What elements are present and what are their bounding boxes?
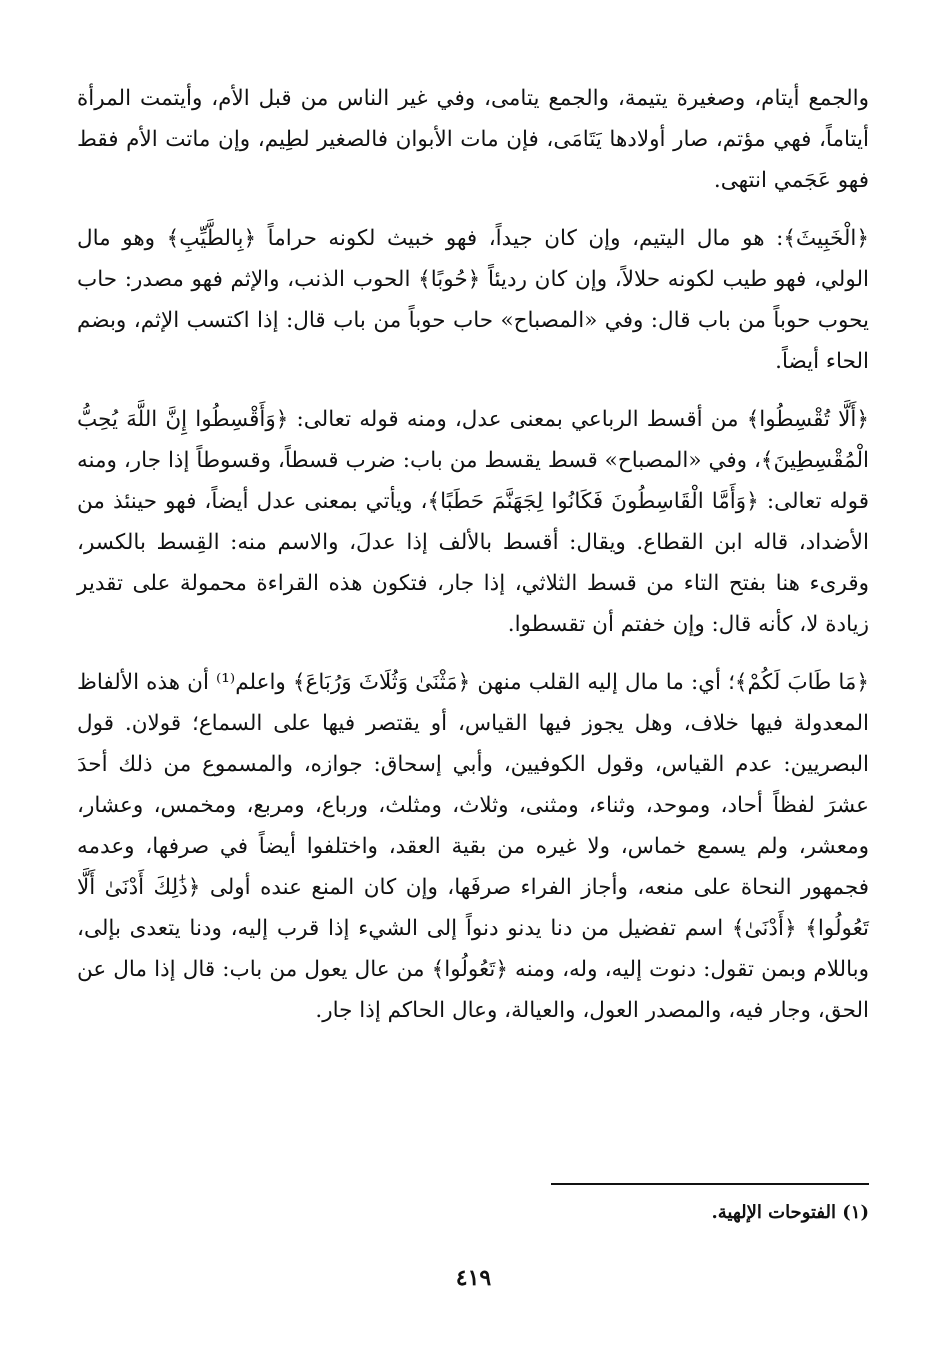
paragraph-1: والجمع أيتام، وصغيرة يتيمة، والجمع يتامى، وفي غير الناس من قبل الأم، وأيتمت المرأة أيتاماً، فهي مؤتم، صار أولادها يَتَامَى، فإن مات الأبوان فالصغير لطِيم، وإن ماتت الأم فقط فهو عَجَمي انتهى. [77,86,869,193]
footnote: (١) الفتوحات الإلهية. [711,1202,869,1223]
footnote-divider [551,1183,869,1185]
paragraph-4: ﴿مَا طَابَ لَكُمْ﴾؛ أي: ما مال إليه القلب منهن ﴿مَثْنَىٰ وَثُلَاثَ وَرُبَاعَ﴾ واعلم⁽¹⁾ أن هذه الألفاظ المعدولة فيها خلاف، وهل يجوز فيها القياس، أو يقتصر فيها على السماع؛ قولان. قول البصريين: عدم القياس، وقول الكوفيين، وأبي إسحاق: جوازه، والمسموع من ذلك أحدَ عشرَ لفظاً أحاد، وموحد، وثناء، ومثنى، وثلاث، ومثلث، ورباع، ومربع، ومخمس، وعشار، ومعشر، ولم يسمع خماس، ولا غيره من بقية العقد، واختلفوا أيضاً في صرفها، وعدمه فجمهور النحاة على منعه، وأجاز الفراء صرفَها، وإن كان المنع عنده أولى ﴿ذَٰلِكَ أَدْنَىٰ أَلَّا تَعُولُوا﴾ ﴿أَدْنَىٰ﴾ اسم تفضيل من دنا يدنو دنواً إلى الشيء إذا قرب إليه، ودنا يتعدى بإلى، وباللام وبمن تقول: دنوت إليه، وله، ومنه ﴿تَعُولُوا﴾ من عال يعول من باب: قال إذا مال عن الحق، وجار فيه، والمصدر العول، والعيالة، وعال الحاكم إذا جار. [77,670,870,1023]
page-number: ٤١٩ [455,1265,492,1291]
paragraph-3: ﴿أَلَّا تُقْسِطُوا﴾ من أقسط الرباعي بمعنى عدل، ومنه قوله تعالى: ﴿وَأَقْسِطُوا إِنَّ اللَّهَ يُحِبُّ الْمُقْسِطِينَ﴾، وفي «المصباح» قسط يقسط من باب: ضرب قسطاً، وقسوطاً إذا جار، ومنه قوله تعالى: ﴿وَأَمَّا الْقَاسِطُونَ فَكَانُوا لِجَهَنَّمَ حَطَبًا﴾، ويأتي بمعنى عدل أيضاً، فهو حينئذ من الأضداد، قاله ابن القطاع. ويقال: أقسط بالألف إذا عدلَ، والاسم منه: القِسط بالكسر، وقرىء هنا بفتح التاء من قسط الثلاثي، إذا جار، فتكون هذه القراءة محمولة على تقدير زيادة لا، كأنه قال: وإن خفتم أن تقسطوا. [77,407,869,637]
main-text [77,78,869,1048]
paragraph-2: ﴿الْخَبِيثَ﴾: هو مال اليتيم، وإن كان جيداً، فهو خبيث لكونه حراماً ﴿بِالطَّيِّبِ﴾ وهو مال الولي، فهو طيب لكونه حلالاً، وإن كان رديئاً ﴿حُوبًا﴾ الحوب الذنب، والإثم فهو مصدر: حاب يحوب حوباً من باب قال: وفي «المصباح» حاب حوباً من باب قال: إذا اكتسب الإثم، وبضم الحاء أيضاً. [77,226,869,374]
